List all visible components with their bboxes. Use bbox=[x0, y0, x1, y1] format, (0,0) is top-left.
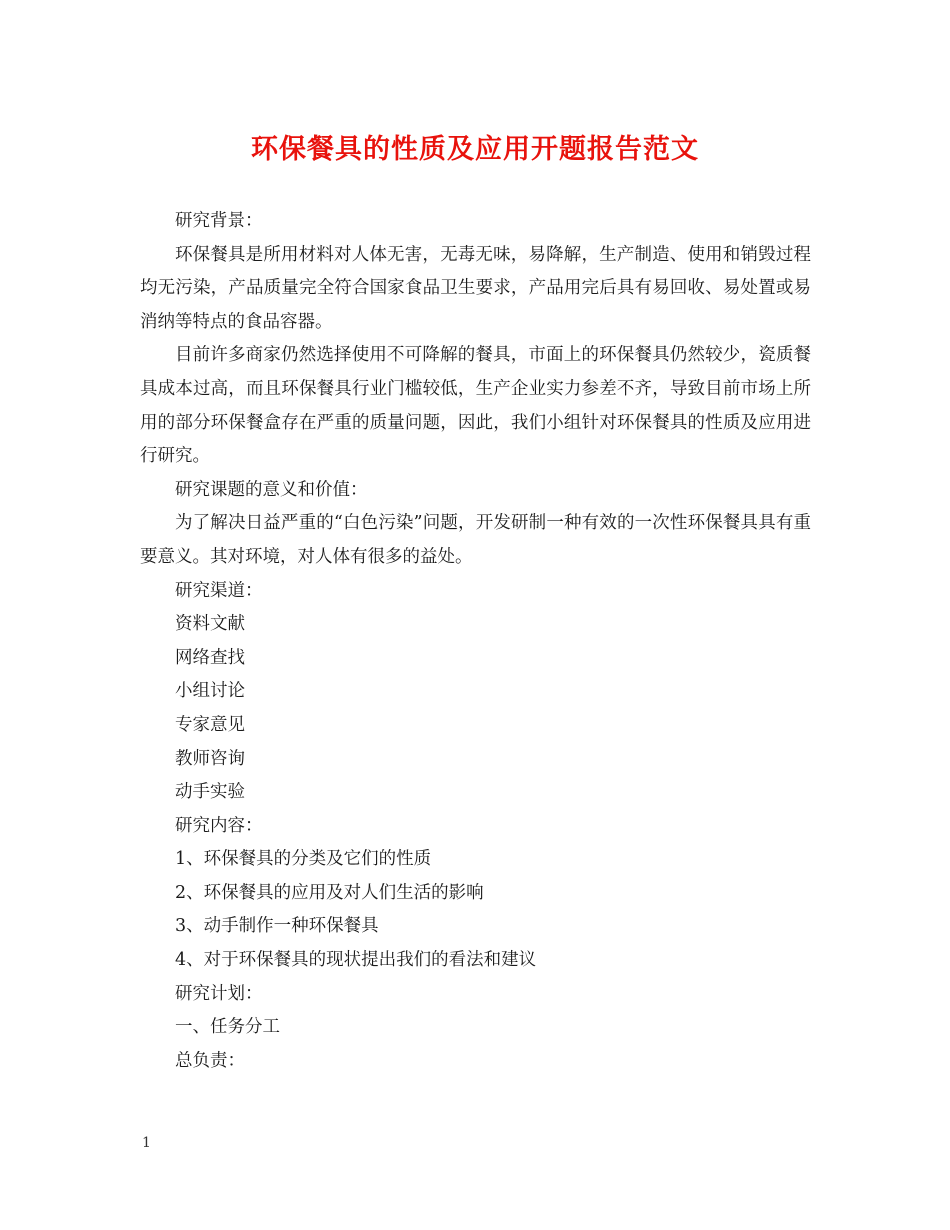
paragraph: 4、对于环保餐具的现状提出我们的看法和建议 bbox=[175, 950, 537, 971]
paragraph: 2、环保餐具的应用及对人们生活的影响 bbox=[175, 882, 484, 903]
paragraph: 资料文献 bbox=[175, 614, 245, 635]
paragraph: 目前许多商家仍然选择使用不可降解的餐具，市面上的环保餐具仍然较少，瓷质餐具成本过高，而且环保餐具行业门槛较低，生产企业实力参差不齐，导致目前市场上所用的部分环保餐盒存在严重的质量问题，因此，我们小组针对环保餐具的性质及应用进行研究。 bbox=[140, 345, 811, 467]
paragraph: 总负责： bbox=[175, 1050, 245, 1071]
paragraph: 专家意见 bbox=[175, 714, 245, 735]
paragraph: 教师咨询 bbox=[175, 748, 245, 769]
paragraph: 研究内容： bbox=[175, 815, 263, 836]
paragraph: 为了解决日益严重的“白色污染”问题，开发研制一种有效的一次性环保餐具具有重要意义。其对环境，对人体有很多的益处。 bbox=[140, 513, 811, 567]
document-body bbox=[140, 205, 811, 1078]
paragraph: 研究渠道： bbox=[175, 580, 263, 601]
paragraph: 环保餐具是所用材料对人体无害，无毒无味，易降解，生产制造、使用和销毁过程均无污染，产品质量完全符合国家食品卫生要求，产品用完后具有易回收、易处置或易消纳等特点的食品容器。 bbox=[140, 244, 811, 332]
document-title: 环保餐具的性质及应用开题报告范文 bbox=[251, 134, 699, 165]
paragraph: 一、任务分工 bbox=[175, 1017, 280, 1038]
paragraph: 小组讨论 bbox=[175, 681, 245, 702]
paragraph: 动手实验 bbox=[175, 782, 245, 803]
paragraph: 网络查找 bbox=[175, 647, 245, 668]
paragraph: 研究计划： bbox=[175, 983, 263, 1004]
paragraph: 1、环保餐具的分类及它们的性质 bbox=[175, 849, 432, 870]
paragraph: 研究课题的意义和价值： bbox=[175, 479, 368, 500]
paragraph: 研究背景： bbox=[175, 211, 263, 231]
paragraph: 3、动手制作一种环保餐具 bbox=[175, 916, 379, 937]
page-number: 1 bbox=[142, 1135, 151, 1151]
